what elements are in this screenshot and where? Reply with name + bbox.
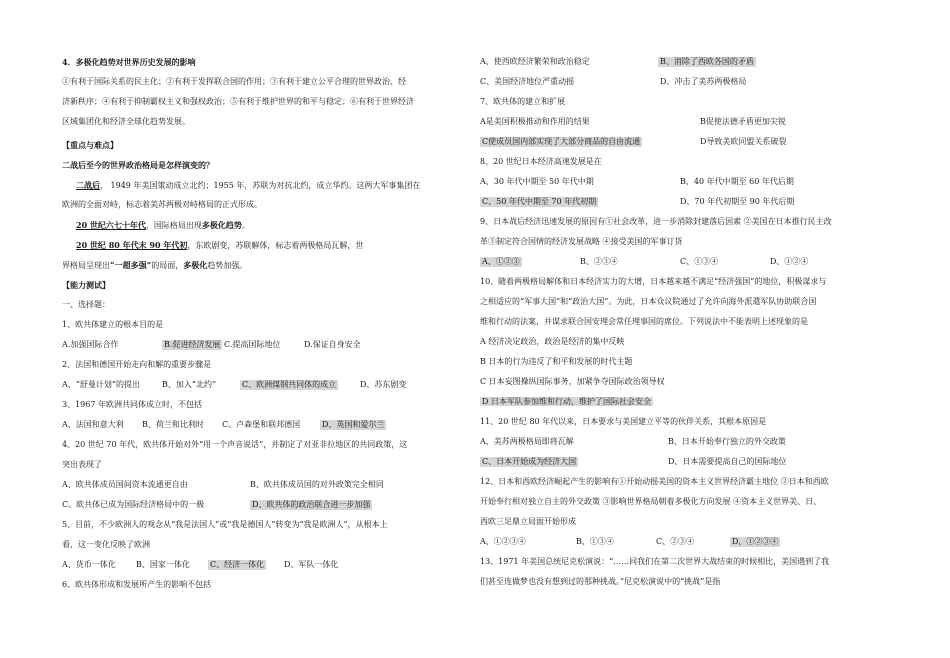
q11-option-a: A、美苏两极格局即将瓦解 <box>480 437 574 446</box>
q12-option-b: B、①③④ <box>576 537 614 546</box>
q6-option-c: C、美国经济地位严重动摇 <box>480 77 575 86</box>
text-c: 的局面， <box>151 261 184 270</box>
text-e: 趋势加强。 <box>207 261 248 270</box>
q12-stem-line3: 西欧三足鼎立局面开始形成 <box>480 517 576 526</box>
paragraph-1960s <box>76 220 250 231</box>
q4-option-c: C、欧共体已成为国际经济格局中的一极 <box>62 500 205 509</box>
q12-option-a: A、①②③④ <box>480 537 526 546</box>
q4-stem-line2: 突出表现了 <box>62 460 102 469</box>
q6-option-b: B、消除了西欧各国的矛盾 <box>660 57 754 66</box>
q11-option-c: C、日本开始成为经济大国 <box>482 457 577 466</box>
q11-option-d: D、日本需要提高自己的国际地位 <box>668 457 787 466</box>
q13-stem-line2: 们甚至连做梦也没有想到过的那种挑战。”尼克松演说中的“挑战”是指 <box>480 577 721 586</box>
q3-option-c: C、卢森堡和联邦德国 <box>222 420 301 429</box>
q11-stem: 11、20 世纪 80 年代以来，日本要求与美国建立平等的伙伴关系，其根本原因是 <box>480 417 767 426</box>
1960s-end: 。 <box>241 221 250 230</box>
q1-option-c: C.提高国际地位 <box>224 340 281 349</box>
q8-option-b: B、40 年代中期至 60 年代后期 <box>680 177 794 186</box>
q8-option-c: C、50 年代中期至 70 年代初期 <box>482 197 597 206</box>
text-a: 界格局呈现出 <box>62 261 110 270</box>
q10-option-b: B 日本的行为违反了和平和发展的时代主题 <box>480 357 633 366</box>
q8-option-a: A、30 年代中期至 50 年代中期 <box>480 177 594 186</box>
paragraph-postwar <box>76 180 420 191</box>
q8-stem: 8、20 世纪日本经济高速发展是在 <box>480 157 602 166</box>
key-points-heading: 【重点与难点】 <box>62 140 118 150</box>
choice-heading: 一、选择题： <box>62 300 110 309</box>
section-4-text-line: ①有利于国际关系的民主化；②有利于发挥联合国的作用；③有利于建立公平合理的世界政治、经 <box>62 77 406 86</box>
q2-option-b: B、加入“北约” <box>162 380 217 389</box>
q5-option-c: C、经济一体化 <box>210 560 265 569</box>
section-4-text-line: 区域集团化和经济全球化趋势发展。 <box>62 117 190 126</box>
q2-option-d: D、苏东剧变 <box>360 380 407 389</box>
q5-option-b: B、国家一体化 <box>136 560 190 569</box>
q7-option-a: A是美国积极推动和作用的结果 <box>480 117 590 126</box>
q5-option-a: A、货币一体化 <box>62 560 116 569</box>
section-4-text-line: 济新秩序；④有利于抑制霸权主义和强权政治；⑤有利于维护世界的和平与稳定；⑥有利于世界经济 <box>62 97 414 106</box>
q7-stem: 7、欧共体的建立和扩展 <box>480 97 566 106</box>
q9-stem-line2: 革③制定符合国情的经济发展战略 ④接受美国的军事订货 <box>480 237 683 246</box>
1960s-lead: 20 世纪六七十年代 <box>76 220 146 230</box>
q2-stem: 2、法国和德国开始走向和解的重要步骤是 <box>62 360 212 369</box>
q4-option-a: A、欧共体成员国间资本流通更自由 <box>62 480 188 489</box>
q4-option-d: D、欧共体的政治联合进一步加强 <box>252 500 371 509</box>
q9-option-b: B、②③④ <box>580 257 618 266</box>
q1-option-d: D.保证自身安全 <box>304 340 361 349</box>
q5-stem: 5、目前，不少欧洲人的观念从“我是法国人”或“我是德国人”转变为“我是欧洲人”，从根本上 <box>62 520 388 529</box>
q11-option-b: B、日本开始奉行独立的外交政策 <box>668 437 786 446</box>
q12-stem: 12、日本和西欧经济崛起产生的影响有①开始动摇美国的资本主义世界经济霸主地位 ②日本和西欧 <box>480 477 829 486</box>
q3-option-a: A、法国和意大利 <box>62 420 124 429</box>
1960s-bold: 多极化趋势 <box>201 220 242 230</box>
q10-stem-line3: 维和行动的法案，并谋求联合国安理会常任理事国的席位。下列说法中不能表明上述现象的是 <box>480 317 808 326</box>
1960s-text: ，国际格局出现 <box>145 221 202 230</box>
q1-option-a: A.加强国际合作 <box>62 340 119 349</box>
q4-option-b: B、欧共体成员国的对外政策完全相同 <box>250 480 384 489</box>
q7-option-d: D导致美欧同盟关系破裂 <box>700 137 787 146</box>
paragraph-1980s-line2 <box>62 260 247 271</box>
q6-stem: 6、欧共体形成和发展所产生的影响不包括 <box>62 580 212 589</box>
section-4-title: 4．多极化趋势对世界历史发展的影响 <box>62 57 196 67</box>
q5-stem-line2: 看，这一变化反映了欧洲 <box>62 540 150 549</box>
q3-stem: 3、1967 年欧洲共同体成立时，不包括 <box>62 400 202 409</box>
question-heading: 二战后至今的世界政治格局是怎样演变的？ <box>62 160 214 170</box>
q10-stem: 10、随着两极格局解体和日本经济实力的大增，日本越来越不满足“经济强国”的地位，积极谋求与 <box>480 277 827 286</box>
q12-stem-line2: 开始奉行相对独立自主的外交政策 ③影响世界格局朝着多极化方向发展 ④资本主义世界美、日、 <box>480 497 822 506</box>
q2-option-a: A、“舒曼计划”的提出 <box>62 380 140 389</box>
q9-option-a: A、①②③ <box>482 257 520 266</box>
q1-option-b: B.促进经济发展 <box>164 340 221 349</box>
q1-stem: 1、欧共体建立的根本目的是 <box>62 320 164 329</box>
q9-option-c: C、①③④ <box>680 257 719 266</box>
q12-option-c: C、②③④ <box>656 537 695 546</box>
q10-option-d-row <box>480 397 653 407</box>
postwar-lead: 二战后 <box>76 180 100 190</box>
q13-stem: 13、1971 年美国总统尼克松演说：“……同我们在第二次世界大战结束的时候相比，美国遇到了我 <box>480 557 830 566</box>
text-b: “一超多强” <box>110 260 152 270</box>
q9-stem: 9、日本战后经济迅速发展的原因有①社会改革，进一步消除封建落后因素 ②美国在日本推行民主改 <box>480 217 832 226</box>
q10-stem-line2: 之相适应的“军事大国”和“政治大国”。为此，日本众议院通过了允许向海外派遣军队协助联合国 <box>480 297 817 306</box>
q3-option-b: B、荷兰和比利时 <box>142 420 204 429</box>
paragraph-postwar-line2: 欧洲的全面对峙，标志着美苏两极对峙格局的正式形成。 <box>62 200 262 209</box>
q6-option-d: D、冲击了美苏两极格局 <box>660 77 747 86</box>
ability-test-heading: 【能力测试】 <box>62 280 110 290</box>
q8-option-d: D、70 年代初期至 90 年代后期 <box>680 197 795 206</box>
1980s-lead: 20 世纪 80 年代末 90 年代初 <box>76 240 188 250</box>
q7-option-b: B促使法德矛盾更加尖锐 <box>700 117 786 126</box>
q3-option-d: D、英国和爱尔兰 <box>322 420 385 429</box>
q10-option-a: A 经济决定政治，政治是经济的集中反映 <box>480 337 625 346</box>
q6-option-a: A、使西欧经济繁荣和政治稳定 <box>480 57 590 66</box>
q5-option-d: D、军队一体化 <box>284 560 339 569</box>
paragraph-1980s <box>76 240 363 251</box>
q7-option-c: C使成员国内部实现了大部分商品的自由流通 <box>482 137 641 146</box>
q10-option-d: D 日本军队参加维和行动，维护了国际社会安全 <box>482 397 651 406</box>
q4-stem: 4、20 世纪 70 年代，欧共体开始对外“用一个声音说话”，并制定了对亚非拉地区的共同政策，这 <box>62 440 408 449</box>
1980s-text: ，东欧剧变，苏联解体，标志着两极格局瓦解，世 <box>187 241 364 250</box>
q10-option-c: C 日本妄图操纵国际事务，加紧争夺国际政治领导权 <box>480 377 665 386</box>
q12-option-d: D、①②③④ <box>732 537 779 546</box>
postwar-text: ， 1949 年美国策动成立北约；1955 年，苏联为对抗北约，成立华约。这两大军事集团在 <box>100 181 421 190</box>
text-d: 多极化 <box>183 260 208 270</box>
q9-option-d: D、①②④ <box>770 257 809 266</box>
q2-option-c: C、欧洲煤钢共同体的成立 <box>242 380 337 389</box>
